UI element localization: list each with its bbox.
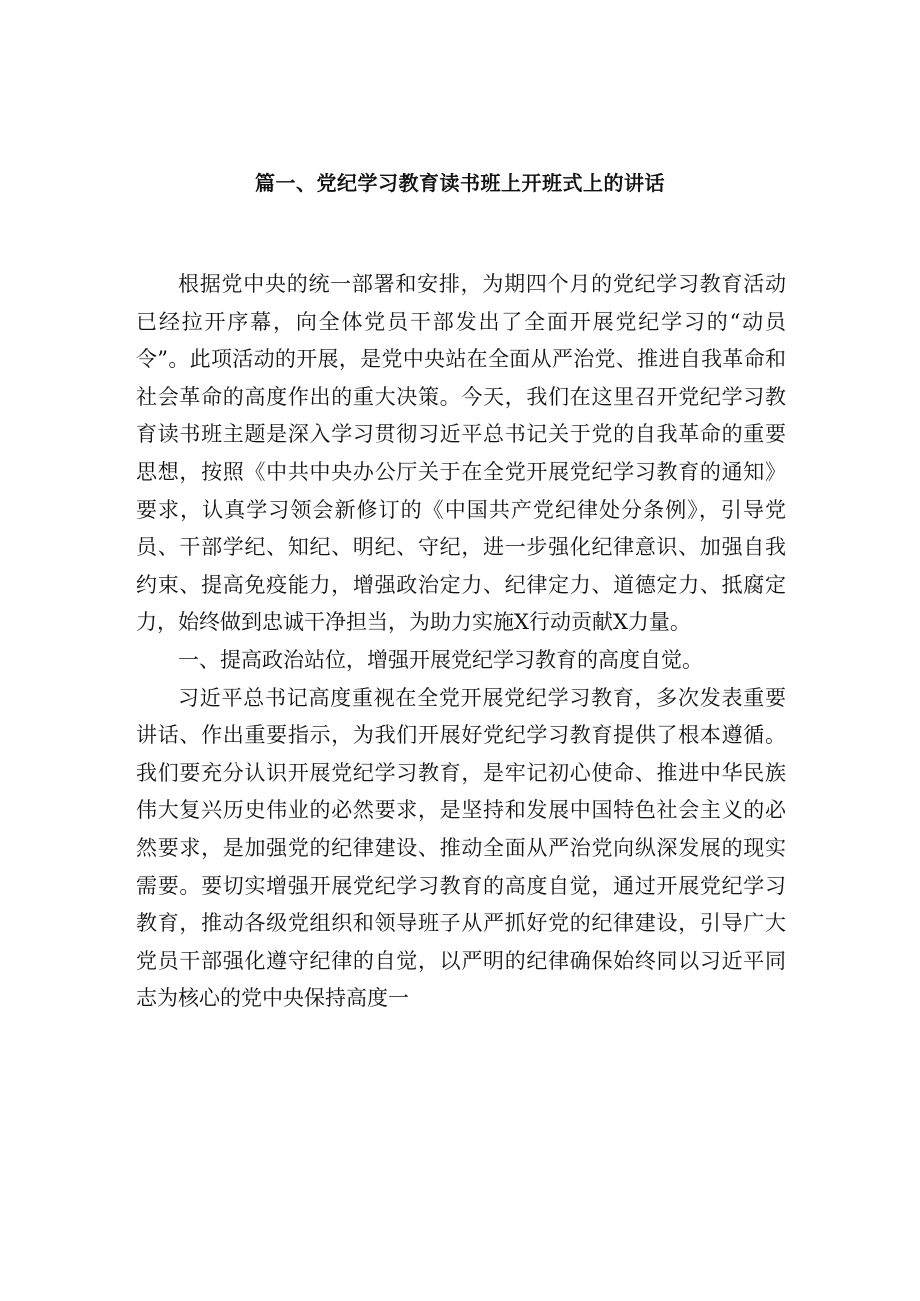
document-body [136,266,786,1018]
paragraph-section-1: 习近平总书记高度重视在全党开展党纪学习教育，多次发表重要讲话、作出重要指示，为我们开展好党纪学习教育提供了根本遵循。我们要充分认识开展党纪学习教育，是牢记初心使命、推进中华民族伟大复兴历史伟业的必然要求，是坚持和发展中国特色社会主义的必然要求，是加强党的纪律建设、推动全面从严治党向纵深发展的现实需要。要切实增强开展党纪学习教育的高度自觉，通过开展党纪学习教育，推动各级党组织和领导班子从严抓好党的纪律建设，引导广大党员干部强化遵守纪律的自觉，以严明的纪律确保始终同以习近平同志为核心的党中央保持高度一 [136,685,786,1011]
section-heading-1: 一、提高政治站位，增强开展党纪学习教育的高度自觉。 [178,647,703,672]
paragraph-intro: 根据党中央的统一部署和安排，为期四个月的党纪学习教育活动已经拉开序幕，向全体党员干部发出了全面开展党纪学习的“动员令”。此项活动的开展，是党中央站在全面从严治党、推进自我革命和社会革命的高度作出的重大决策。今天，我们在这里召开党纪学习教育读书班主题是深入学习贯彻习近平总书记关于党的自我革命的重要思想，按照《中共中央办公厅关于在全党开展党纪学习教育的通知》要求，认真学习领会新修订的《中国共产党纪律处分条例》，引导党员、干部学纪、知纪、明纪、守纪，进一步强化纪律意识、加强自我约束、提高免疫能力，增强政治定力、纪律定力、道德定力、抵腐定力，始终做到忠诚干净担当，为助力实施X行动贡献X力量。 [136,272,786,635]
document-title: 篇一、党纪学习教育读书班上开班式上的讲话 [255,171,665,195]
